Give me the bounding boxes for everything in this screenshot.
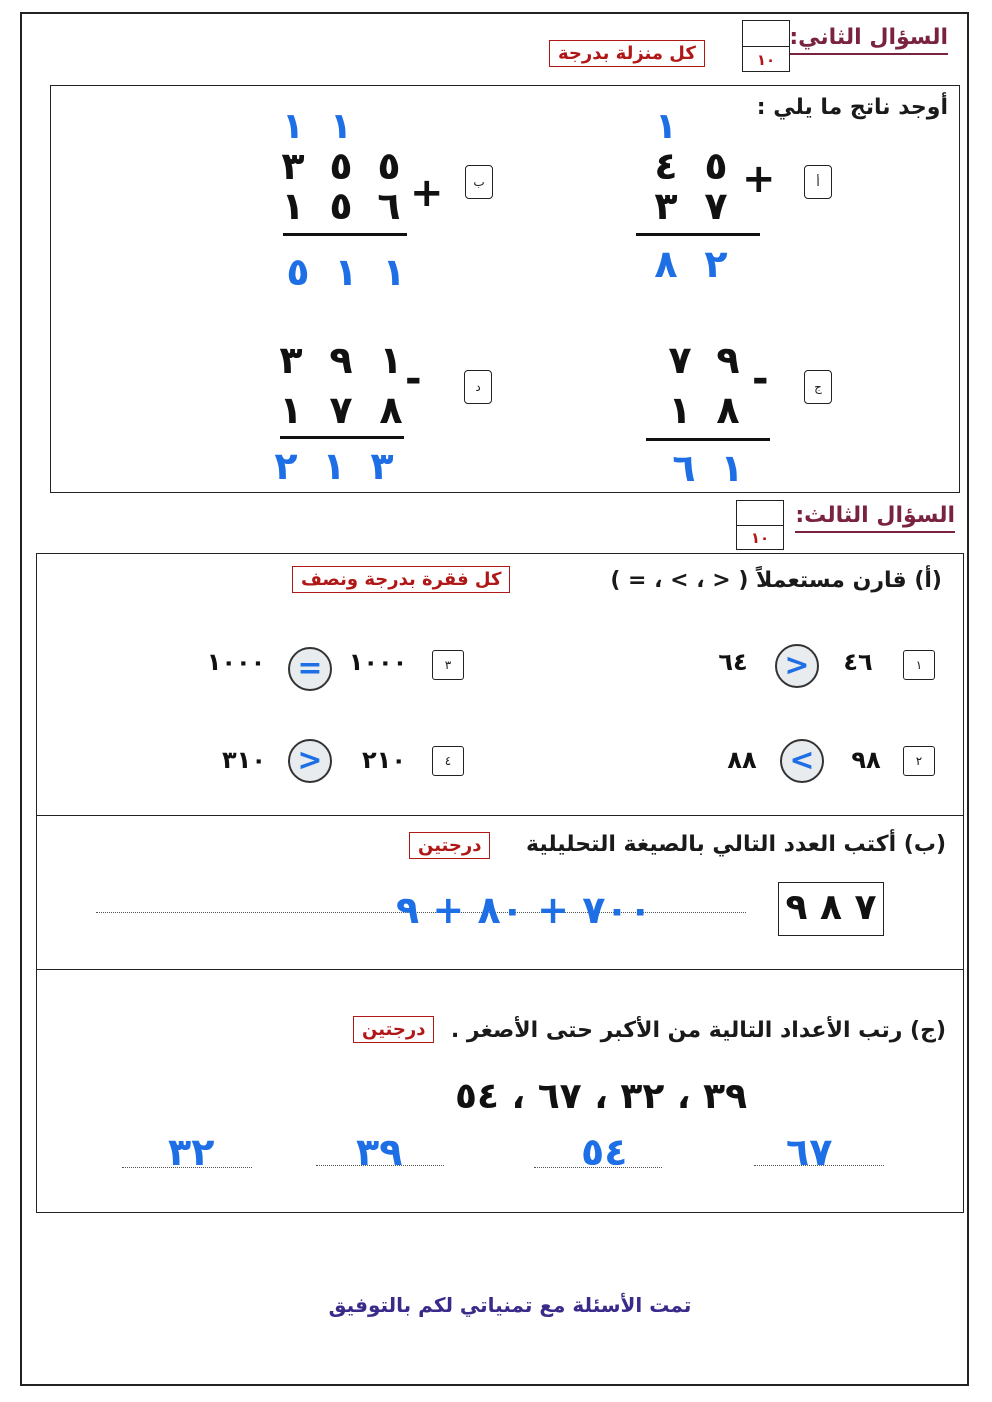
problem-c-bottom-digit: ٨ [716,388,740,432]
problem-b-bottom-digit: ١ [281,184,305,228]
compare-left-value: ٩٨ [851,746,881,774]
problem-b-top-digit: ٣ [281,144,305,188]
part-a-prompt: (أ) قارن مستعملاً ( < ، > ، = ) [610,568,942,593]
problem-b-bottom-digit: ٦ [377,184,401,228]
problem-d-bottom-digit: ٧ [329,388,353,432]
problem-b-answer-digit: ١ [382,250,406,294]
problem-c-letter: ج [804,370,832,404]
q2-points-label: كل منزلة بدرجة [549,40,705,67]
part-b-points-label: درجتين [409,832,490,859]
problem-c-bottom-digit: ١ [668,388,692,432]
part-b-prompt: (ب) أكتب العدد التالي بالصيغة التحليلية [526,832,946,857]
q2-heading: السؤال الثاني: [789,24,948,55]
problem-b-top-digit: ٥ [329,144,353,188]
problem-a-answer-digit: ٨ [654,242,678,286]
problem-b-carry: ١ [330,106,352,147]
problem-a-operator: + [742,156,776,202]
problem-b-answer-digit: ٥ [286,250,310,294]
part-b-number-box: ٧ ٨ ٩ [778,882,884,936]
problem-d-rule [280,436,404,439]
problem-a-top-digit: ٥ [704,144,728,188]
problem-b-carry: ١ [282,106,304,147]
problem-a-answer-digit: ٢ [704,242,728,286]
compare-right-value: ٦٤ [718,648,748,676]
problem-b-letter: ب [465,165,493,199]
problem-a-carry: ١ [655,106,677,147]
problem-d-top-digit: ٩ [329,338,353,382]
compare-right-value: ٣١٠ [222,746,266,774]
q3-separator [37,969,963,970]
q2-score: ١٠ [756,51,776,69]
compare-left-value: ٤٦ [843,648,873,676]
compare-item-number: ٣ [432,650,464,680]
problem-c-top-digit: ٧ [668,338,692,382]
problem-d-top-digit: ٣ [279,338,303,382]
q3-score-box [736,500,784,550]
problem-c-answer-digit: ١ [720,446,744,490]
problem-a-bottom-digit: ٣ [654,184,678,228]
q3-heading: السؤال الثالث: [795,502,955,533]
problem-d-letter: د [464,370,492,404]
compare-left-value: ٢١٠ [362,746,406,774]
part-b-answer: ٧٠٠ + ٨٠ + ٩ [396,888,652,932]
compare-right-value: ٨٨ [727,746,757,774]
problem-b-rule [283,233,407,236]
compare-left-value: ١٠٠٠ [348,648,408,676]
problem-b-answer-digit: ١ [334,250,358,294]
compare-sign-circle: > [775,644,819,688]
problem-b-operator: + [410,170,444,216]
problem-d-top-digit: ١ [379,338,403,382]
problem-c-operator: - [752,356,769,402]
problem-d-answer-digit: ١ [322,444,346,488]
problem-d-answer-digit: ٣ [370,444,394,488]
part-c-points-label: درجتين [353,1016,434,1043]
compare-sign-circle: = [288,647,332,691]
compare-item-number: ٤ [432,746,464,776]
problem-c-rule [646,438,770,441]
problem-b-top-digit: ٥ [377,144,401,188]
q3-separator [37,815,963,816]
compare-item-number: ٢ [903,746,935,776]
problem-c-top-digit: ٩ [716,338,740,382]
part-a-points-label: كل فقرة بدرجة ونصف [292,566,510,593]
compare-sign-circle: > [288,739,332,783]
problem-a-letter: أ [804,165,832,199]
part-c-prompt: (ج) رتب الأعداد التالية من الأكبر حتى الأصغر . [450,1018,946,1043]
problem-a-top-digit: ٤ [654,144,678,188]
problem-d-operator: - [405,356,422,402]
problem-d-bottom-digit: ١ [279,388,303,432]
part-c-answer: ٣٩ [356,1130,403,1174]
problem-a-rule [636,233,760,236]
footer-message: تمت الأسئلة مع تمنياتي لكم بالتوفيق [328,1293,692,1317]
compare-item-number: ١ [903,650,935,680]
q3-score: ١٠ [750,529,770,547]
part-c-sequence: ٣٩ ، ٣٢ ، ٦٧ ، ٥٤ [455,1076,748,1117]
problem-b-bottom-digit: ٥ [329,184,353,228]
problem-a-bottom-digit: ٧ [704,184,728,228]
q2-panel [50,85,960,493]
q2-prompt: أوجد ناتج ما يلي : [756,95,948,120]
compare-right-value: ١٠٠٠ [206,648,266,676]
compare-sign-circle: < [780,739,824,783]
problem-c-answer-digit: ٦ [672,446,696,490]
q2-score-box [742,20,790,72]
problem-d-answer-digit: ٢ [274,444,298,488]
part-c-answer: ٣٢ [168,1130,215,1174]
part-c-answer: ٦٧ [786,1130,833,1174]
problem-d-bottom-digit: ٨ [379,388,403,432]
part-c-answer: ٥٤ [581,1130,628,1174]
